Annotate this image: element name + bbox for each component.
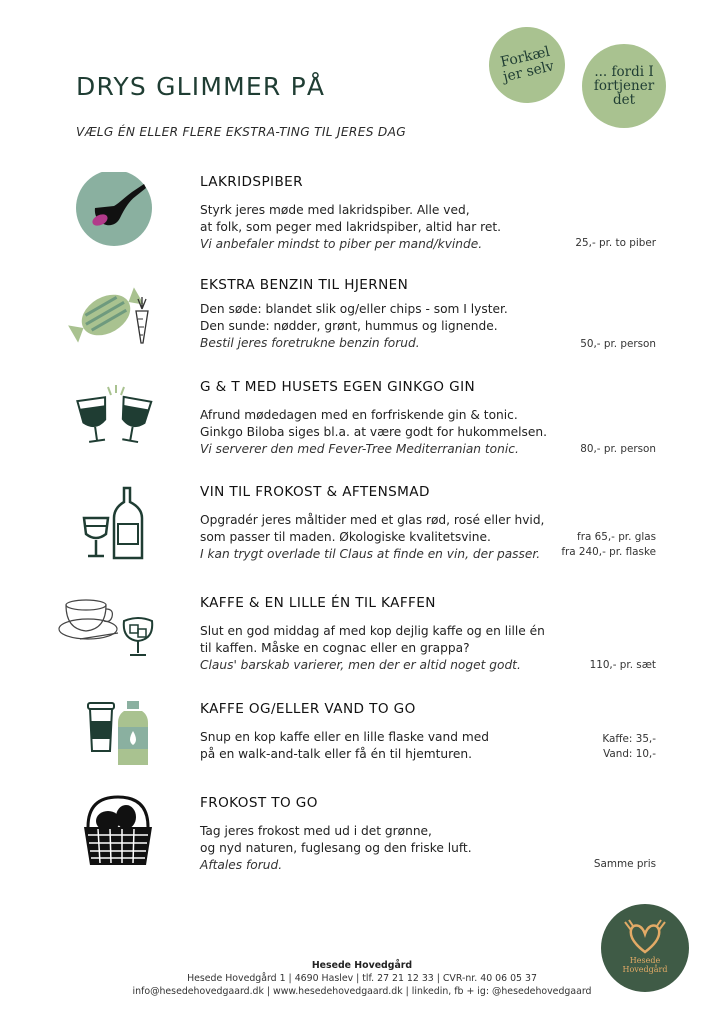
item-price — [496, 337, 656, 352]
price-line: 25,- pr. to piber — [575, 237, 656, 249]
desc-line: Ginkgo Biloba siges bl.a. at være godt for hukommelsen. — [200, 425, 547, 439]
footer-address: Hesede Hovedgård 1 | 4690 Haslev | tlf. 27 21 12 33 | CVR-nr. 40 06 05 37 — [187, 973, 537, 984]
item-title: KAFFE OG/ELLER VAND TO GO — [200, 701, 416, 717]
item-price — [496, 732, 656, 762]
logo-line: Hovedgård — [622, 965, 668, 974]
desc-line: til kaffen. Måske en cognac eller en grappa? — [200, 641, 470, 655]
item-title: EKSTRA BENZIN TIL HJERNEN — [200, 277, 409, 293]
desc-line: Afrund mødedagen med en forfriskende gin & tonic. — [200, 408, 518, 422]
item-title: G & T MED HUSETS EGEN GINKGO GIN — [200, 379, 476, 395]
item-note: Bestil jeres foretrukne benzin forud. — [200, 336, 420, 350]
desc-line: Styrk jeres møde med lakridspiber. Alle ved, — [200, 203, 470, 217]
item-note: Claus' barskab varierer, men der er altid noget godt. — [200, 658, 521, 672]
price-line: Samme pris — [593, 858, 656, 870]
footer-company-name: Hesede Hovedgård — [311, 960, 413, 971]
item-note: Aftales forud. — [200, 858, 283, 872]
picnic-basket-icon — [58, 795, 168, 885]
item-title: FROKOST TO GO — [200, 795, 318, 811]
licorice-pipe-icon — [58, 172, 168, 262]
price-line: fra 65,- pr. glas — [577, 531, 656, 543]
badge-you-deserve-it — [582, 44, 666, 128]
page-title: DRYS GLIMMER PÅ — [76, 72, 326, 101]
desc-line: Snup en kop kaffe eller en lille flaske vand med — [200, 730, 489, 744]
item-price — [496, 442, 656, 457]
coffee-cup-snifter-icon — [58, 595, 168, 685]
desc-line: Den sunde: nødder, grønt, hummus og lignende. — [200, 319, 498, 333]
desc-line: og nyd naturen, fuglesang og den friske luft. — [200, 841, 472, 855]
item-title: KAFFE & EN LILLE ÉN TIL KAFFEN — [200, 595, 436, 611]
desc-line: at folk, som peger med lakridspiber, altid har ret. — [200, 220, 502, 234]
item-note: I kan trygt overlade til Claus at finde en vin, der passer. — [200, 547, 541, 561]
price-line: Kaffe: 35,- — [602, 733, 656, 745]
cheers-glasses-icon — [58, 379, 168, 469]
item-note: Vi serverer den med Fever-Tree Mediterranian tonic. — [200, 442, 519, 456]
item-price — [496, 530, 656, 560]
heart-antler-icon — [623, 918, 667, 956]
price-line: 80,- pr. person — [580, 443, 656, 455]
desc-line: Opgradér jeres måltider med et glas rød, rosé eller hvid, — [200, 513, 545, 527]
footer-contact: info@hesedehovedgaard.dk | www.hesedehovedgaard.dk | linkedin, fb + ig: @hesedehovedgaard — [132, 986, 592, 997]
price-line: fra 240,- pr. flaske — [561, 546, 656, 558]
item-price — [496, 658, 656, 673]
badge-treat-yourselves — [481, 19, 572, 110]
desc-line: Slut en god middag af med kop dejlig kaffe og en lille én — [200, 624, 545, 638]
item-price — [496, 236, 656, 251]
togo-cup-bottle-icon — [58, 701, 168, 791]
price-line: 50,- pr. person — [580, 338, 656, 350]
page-subtitle: VÆLG ÉN ELLER FLERE EKSTRA-TING TIL JERES DAG — [76, 125, 406, 139]
item-price — [496, 857, 656, 872]
footer — [0, 959, 724, 998]
wine-bottle-glass-icon — [58, 484, 168, 574]
badge-deserve-text: ... fordi I fortjener det — [593, 63, 655, 109]
item-title: VIN TIL FROKOST & AFTENSMAD — [200, 484, 430, 500]
desc-line: som passer til maden. Økologiske kvalitetsvine. — [200, 530, 491, 544]
desc-line: på en walk-and-talk eller få én til hjemturen. — [200, 747, 472, 761]
badge-treat-text: Forkæl jer selv — [499, 44, 556, 86]
candy-carrot-icon — [58, 277, 168, 367]
price-line: 110,- pr. sæt — [589, 659, 656, 671]
desc-line: Tag jeres frokost med ud i det grønne, — [200, 824, 432, 838]
desc-line: Den søde: blandet slik og/eller chips - som I lyster. — [200, 302, 508, 316]
item-note: Vi anbefaler mindst to piber per mand/kvinde. — [200, 237, 483, 251]
item-title: LAKRIDSPIBER — [200, 174, 304, 190]
price-line: Vand: 10,- — [603, 748, 656, 760]
logo-line: Hesede — [629, 956, 661, 965]
